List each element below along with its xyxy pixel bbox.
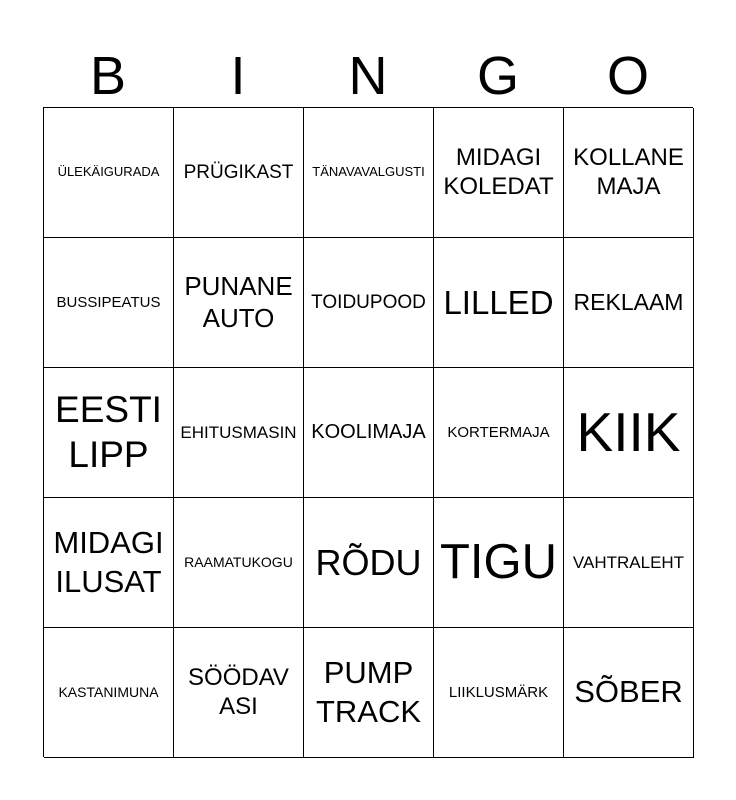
bingo-cell-r4c4[interactable] xyxy=(434,498,564,628)
cell-label: SÖÖDAV ASI xyxy=(188,663,289,720)
bingo-cell-r5c3[interactable] xyxy=(304,628,434,758)
bingo-cell-r1c4[interactable] xyxy=(434,108,564,238)
bingo-cell-r5c1[interactable] xyxy=(44,628,174,758)
cell-label: KIIK xyxy=(576,401,681,464)
bingo-cell-r3c5[interactable] xyxy=(564,368,694,498)
bingo-cell-r4c1[interactable] xyxy=(44,498,174,628)
header-letter-b: B xyxy=(89,46,127,106)
bingo-cell-r3c3[interactable] xyxy=(304,368,434,498)
bingo-header xyxy=(43,46,693,106)
cell-label: PUNANE AUTO xyxy=(184,271,293,333)
cell-label: KOLLANE MAJA xyxy=(573,143,684,200)
cell-label: ÜLEKÄIGURADA xyxy=(57,164,160,180)
cell-label: EESTI LIPP xyxy=(55,389,162,475)
header-letter-n: N xyxy=(348,46,388,106)
bingo-cell-r4c3[interactable] xyxy=(304,498,434,628)
bingo-cell-r1c5[interactable] xyxy=(564,108,694,238)
bingo-cell-r4c2[interactable] xyxy=(174,498,304,628)
header-letter-g: G xyxy=(476,46,519,106)
cell-label: TIGU xyxy=(439,534,558,589)
cell-label: REKLAAM xyxy=(573,288,684,315)
header-letter-i: I xyxy=(230,46,246,106)
cell-label: LILLED xyxy=(443,283,554,321)
bingo-cell-r5c4[interactable] xyxy=(434,628,564,758)
cell-label: RAAMATUKOGU xyxy=(184,554,293,571)
bingo-cell-r3c1[interactable] xyxy=(44,368,174,498)
bingo-cell-r2c1[interactable] xyxy=(44,238,174,368)
cell-label: KASTANIMUNA xyxy=(58,684,159,701)
bingo-cell-r1c2[interactable] xyxy=(174,108,304,238)
bingo-cell-r2c3[interactable] xyxy=(304,238,434,368)
cell-label: TOIDUPOOD xyxy=(311,291,426,313)
cell-label: SÕBER xyxy=(574,674,683,710)
cell-label: MIDAGI ILUSAT xyxy=(53,525,164,599)
bingo-cell-r2c5[interactable] xyxy=(564,238,694,368)
bingo-cell-r5c2[interactable] xyxy=(174,628,304,758)
bingo-board xyxy=(43,107,693,757)
cell-label: PUMP TRACK xyxy=(315,655,422,729)
bingo-cell-r5c5[interactable] xyxy=(564,628,694,758)
cell-label: KOOLIMAJA xyxy=(311,421,426,443)
bingo-cell-r2c4[interactable] xyxy=(434,238,564,368)
bingo-cell-r1c3[interactable] xyxy=(304,108,434,238)
bingo-cell-r1c1[interactable] xyxy=(44,108,174,238)
bingo-cell-r3c4[interactable] xyxy=(434,368,564,498)
bingo-cell-r2c2[interactable] xyxy=(174,238,304,368)
header-letter-o: O xyxy=(606,46,649,106)
bingo-cell-r3c2[interactable] xyxy=(174,368,304,498)
cell-label: TÄNAVAVALGUSTI xyxy=(312,164,425,180)
bingo-cell-r4c5[interactable] xyxy=(564,498,694,628)
cell-label: LIIKLUSMÄRK xyxy=(448,683,549,701)
cell-label: MIDAGI KOLEDAT xyxy=(443,143,554,200)
cell-label: KORTERMAJA xyxy=(447,423,550,441)
cell-label: BUSSIPEATUS xyxy=(56,293,161,311)
cell-label: VAHTRALEHT xyxy=(572,552,685,572)
cell-label: RÕDU xyxy=(315,541,422,583)
cell-label: PRÜGIKAST xyxy=(183,161,294,183)
cell-label: EHITUSMASIN xyxy=(180,422,297,442)
